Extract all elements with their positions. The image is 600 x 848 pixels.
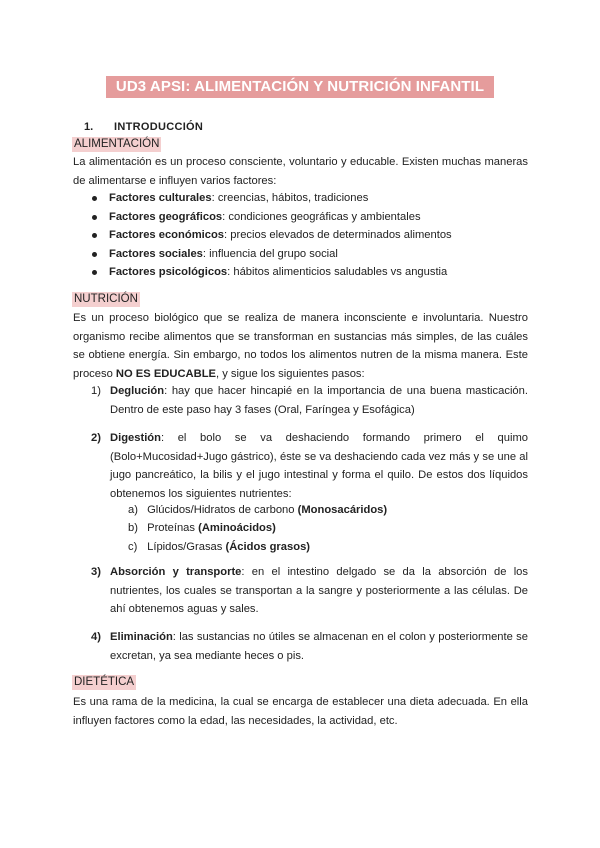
- heading-nutricion: NUTRICIÓN: [74, 293, 138, 305]
- section-number: 1.: [84, 121, 94, 133]
- list-item: Factores económicos: precios elevados de determinados alimentos: [92, 226, 452, 245]
- heading-alimentacion: ALIMENTACIÓN: [74, 138, 160, 150]
- nutrient-item: a) Glúcidos/Hidratos de carbono (Monosacáridos): [128, 504, 388, 516]
- step-absorcion: 3) Absorción y transporte: en el intestino delgado se da la absorción de los nutrientes, los cuales se transportan a la sangre y posteriormente a las células. De ahí obtenemos aguas y sales.: [91, 566, 528, 615]
- step-eliminacion: 4) Eliminación: las sustancias no útiles se almacenan en el colon y posteriormente se excretan, ya sea mediante heces o pis.: [91, 631, 528, 662]
- heading-dietetica: DIETÉTICA: [74, 676, 135, 688]
- list-item: Factores sociales: influencia del grupo social: [92, 245, 452, 264]
- step-deglucion: 1) Deglución: hay que hacer hincapié en la importancia de una buena masticación. Dentro de este paso hay 3 fases (Oral, Faríngea y Esofágica): [91, 385, 528, 416]
- step-digestion: 2) Digestión: el bolo se va deshaciendo formando primero el quimo (Bolo+Mucosidad+Jugo gástrico), éste se va deshaciendo cada vez más y se une al jugo pancreático, la bilis y el jugo intestinal y forma el quilo. De estos dos líquidos obtenemos los siguientes nutrientes:: [91, 432, 528, 500]
- list-item: Factores culturales: creencias, hábitos, tradiciones: [92, 189, 452, 208]
- nutrient-item: b) Proteínas (Aminoácidos): [128, 522, 276, 534]
- alimentacion-intro: La alimentación es un proceso consciente, voluntario y educable. Existen muchas maneras de alimentarse e influyen varios factores:: [73, 156, 528, 187]
- dietetica-text: Es una rama de la medicina, la cual se encarga de establecer una dieta adecuada. En ella influyen factores como la edad, las necesidades, la actividad, etc.: [73, 696, 528, 727]
- factors-list: [92, 189, 452, 282]
- nutrient-item: c) Lípidos/Grasas (Ácidos grasos): [128, 541, 311, 553]
- section-title: INTRODUCCIÓN: [114, 121, 204, 133]
- list-item: Factores geográficos: condiciones geográficas y ambientales: [92, 208, 452, 227]
- list-item: Factores psicológicos: hábitos alimenticios saludables vs angustia: [92, 263, 452, 282]
- document-title: UD3 APSI: ALIMENTACIÓN Y NUTRICIÓN INFANTIL: [106, 76, 494, 98]
- nutricion-intro: Es un proceso biológico que se realiza de manera inconsciente e involuntaria. Nuestro organismo recibe alimentos que se transforman en sustancias más simples, de las cuáles se obtiene energía. Sin embargo, no todos los alimentos nutren de la misma manera. Este proceso NO ES EDUCABLE, y sigue los siguientes pasos:: [73, 312, 528, 380]
